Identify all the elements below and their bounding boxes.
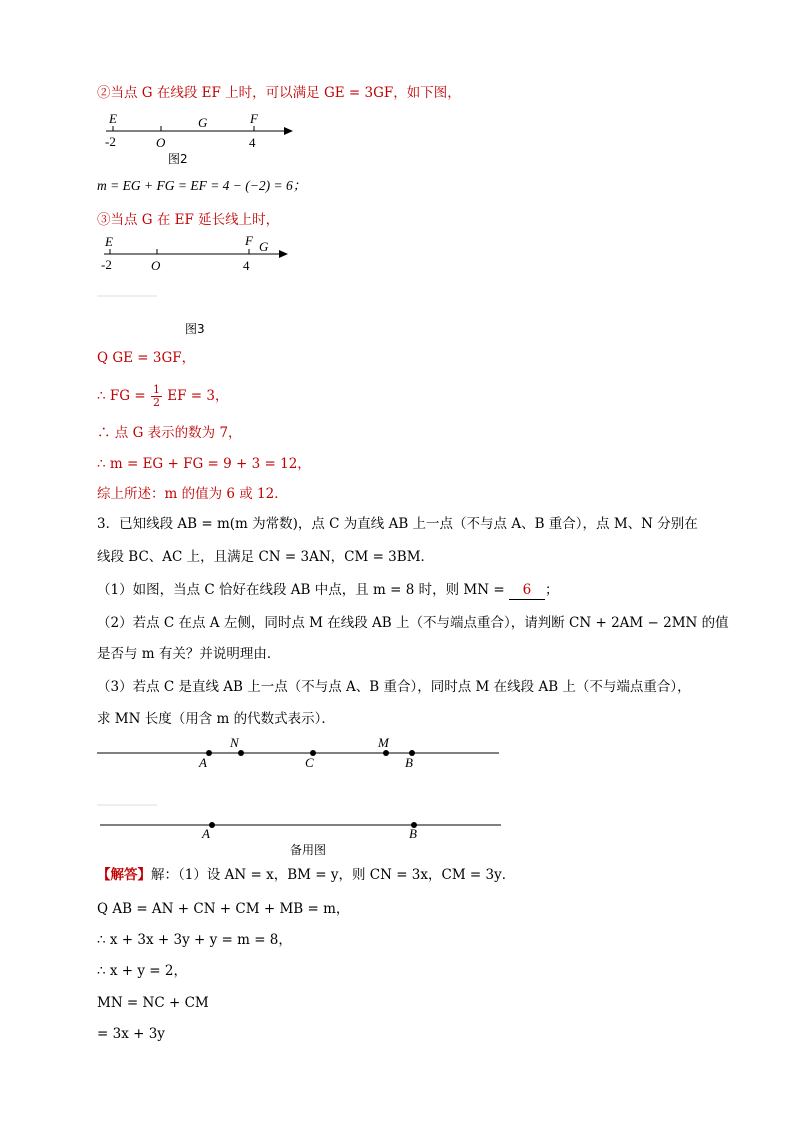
fig3-label-4: 4: [243, 258, 250, 273]
text-line-summary: 综上所述：m 的值为 6 或 12．: [97, 486, 288, 502]
problem3-part2-line2: 是否与 m 有关？并说明理由．: [97, 646, 281, 662]
fig2-caption: 图2: [168, 152, 188, 166]
fig2-arrow: [284, 127, 293, 135]
problem3-part3-line1: （3）若点 C 是直线 AB 上一点（不与点 A、B 重合），同时点 M 在线段 AB 上（不与端点重合），: [97, 679, 691, 695]
text-line-m-equals-6: m = EG + FG = EF = 4 − (−2) = 6；: [97, 178, 307, 193]
solution-line-mn: MN = NC + CM: [97, 995, 209, 1011]
solution-line-x-plus-y: ∴ x + y = 2，: [97, 963, 187, 979]
fig4-point-m: [383, 750, 389, 756]
fig3-label-g: G: [259, 239, 269, 254]
fig2-label-minus2: -2: [105, 134, 116, 149]
text-line-m-equals-12: ∴ m = EG + FG = 9 + 3 = 12，: [97, 456, 311, 472]
part1-answer-blank: 6: [509, 581, 545, 600]
fig4-label-m: M: [378, 735, 389, 750]
fig2-label-g: G: [198, 115, 208, 130]
fig2-label-e: E: [109, 111, 117, 126]
solution-tag: 【解答】: [97, 867, 151, 883]
fig5-caption: 备用图: [290, 843, 327, 857]
problem3-part2-line1: （2）若点 C 在点 A 左侧，同时点 M 在线段 AB 上（不与端点重合），请判断 CN + 2AM − 2MN 的值: [97, 615, 729, 631]
fig4-label-b: B: [405, 755, 413, 770]
fig3-caption: 图3: [185, 322, 205, 336]
fig2-label-f: F: [250, 111, 258, 126]
fig5-spare-diagram: [100, 822, 501, 841]
fig2-number-line: [105, 111, 293, 150]
solution-line-equals-8: ∴ x + 3x + 3y + y = m = 8，: [97, 932, 292, 948]
problem3-line2: 线段 BC、AC 上，且满足 CN = 3AN，CM = 3BM．: [97, 549, 435, 565]
fig4-point-n: [238, 750, 244, 756]
fg-prefix: ∴ FG =: [97, 388, 146, 404]
fig3-label-f: F: [245, 233, 253, 248]
fig2-label-o: O: [156, 135, 166, 150]
text-line-ge-3gf: Q GE = 3GF，: [97, 350, 196, 366]
fig4-label-a: A: [199, 755, 207, 770]
solution-line-3x-3y: = 3x + 3y: [97, 1026, 165, 1042]
fig4-label-c: C: [305, 755, 314, 770]
fg-suffix: EF = 3，: [167, 388, 229, 404]
fig3-label-o: O: [151, 258, 161, 273]
fig4-label-n: N: [230, 735, 239, 750]
fraction-denominator: 2: [152, 396, 160, 409]
solution-line-ab-sum: Q AB = AN + CN + CM + MB = m，: [97, 901, 350, 917]
fig5-label-b: B: [409, 826, 417, 841]
part1-text: （1）如图，当点 C 恰好在线段 AB 中点，且 m = 8 时，则 MN =: [97, 582, 505, 598]
text-line-case2: ②当点 G 在线段 EF 上时，可以满足 GE = 3GF，如下图，: [97, 85, 461, 101]
text-line-g-is-7: ∴ 点 G 表示的数为 7，: [97, 425, 242, 441]
problem3-line1: 3．已知线段 AB = m(m 为常数)，点 C 为直线 AB 上一点（不与点 A、B 重合），点 M、N 分别在: [97, 516, 698, 532]
fig3-number-line: [101, 233, 288, 273]
solution-text: 解：（1）设 AN = x，BM = y，则 CN = 3x，CM = 3y．: [151, 867, 516, 883]
part1-end: ；: [544, 582, 559, 598]
fig3-label-minus2: -2: [101, 257, 112, 272]
fig4-segment-diagram: [97, 735, 499, 770]
text-line-case3: ③当点 G 在 EF 延长线上时，: [97, 212, 280, 228]
fig3-arrow: [279, 250, 288, 258]
fig5-label-a: A: [202, 826, 210, 841]
fig3-label-e: E: [105, 234, 113, 249]
fig2-label-4: 4: [249, 135, 256, 150]
fraction-numerator: 1: [152, 383, 160, 396]
problem3-part3-line2: 求 MN 长度（用含 m 的代数式表示）．: [97, 711, 335, 727]
